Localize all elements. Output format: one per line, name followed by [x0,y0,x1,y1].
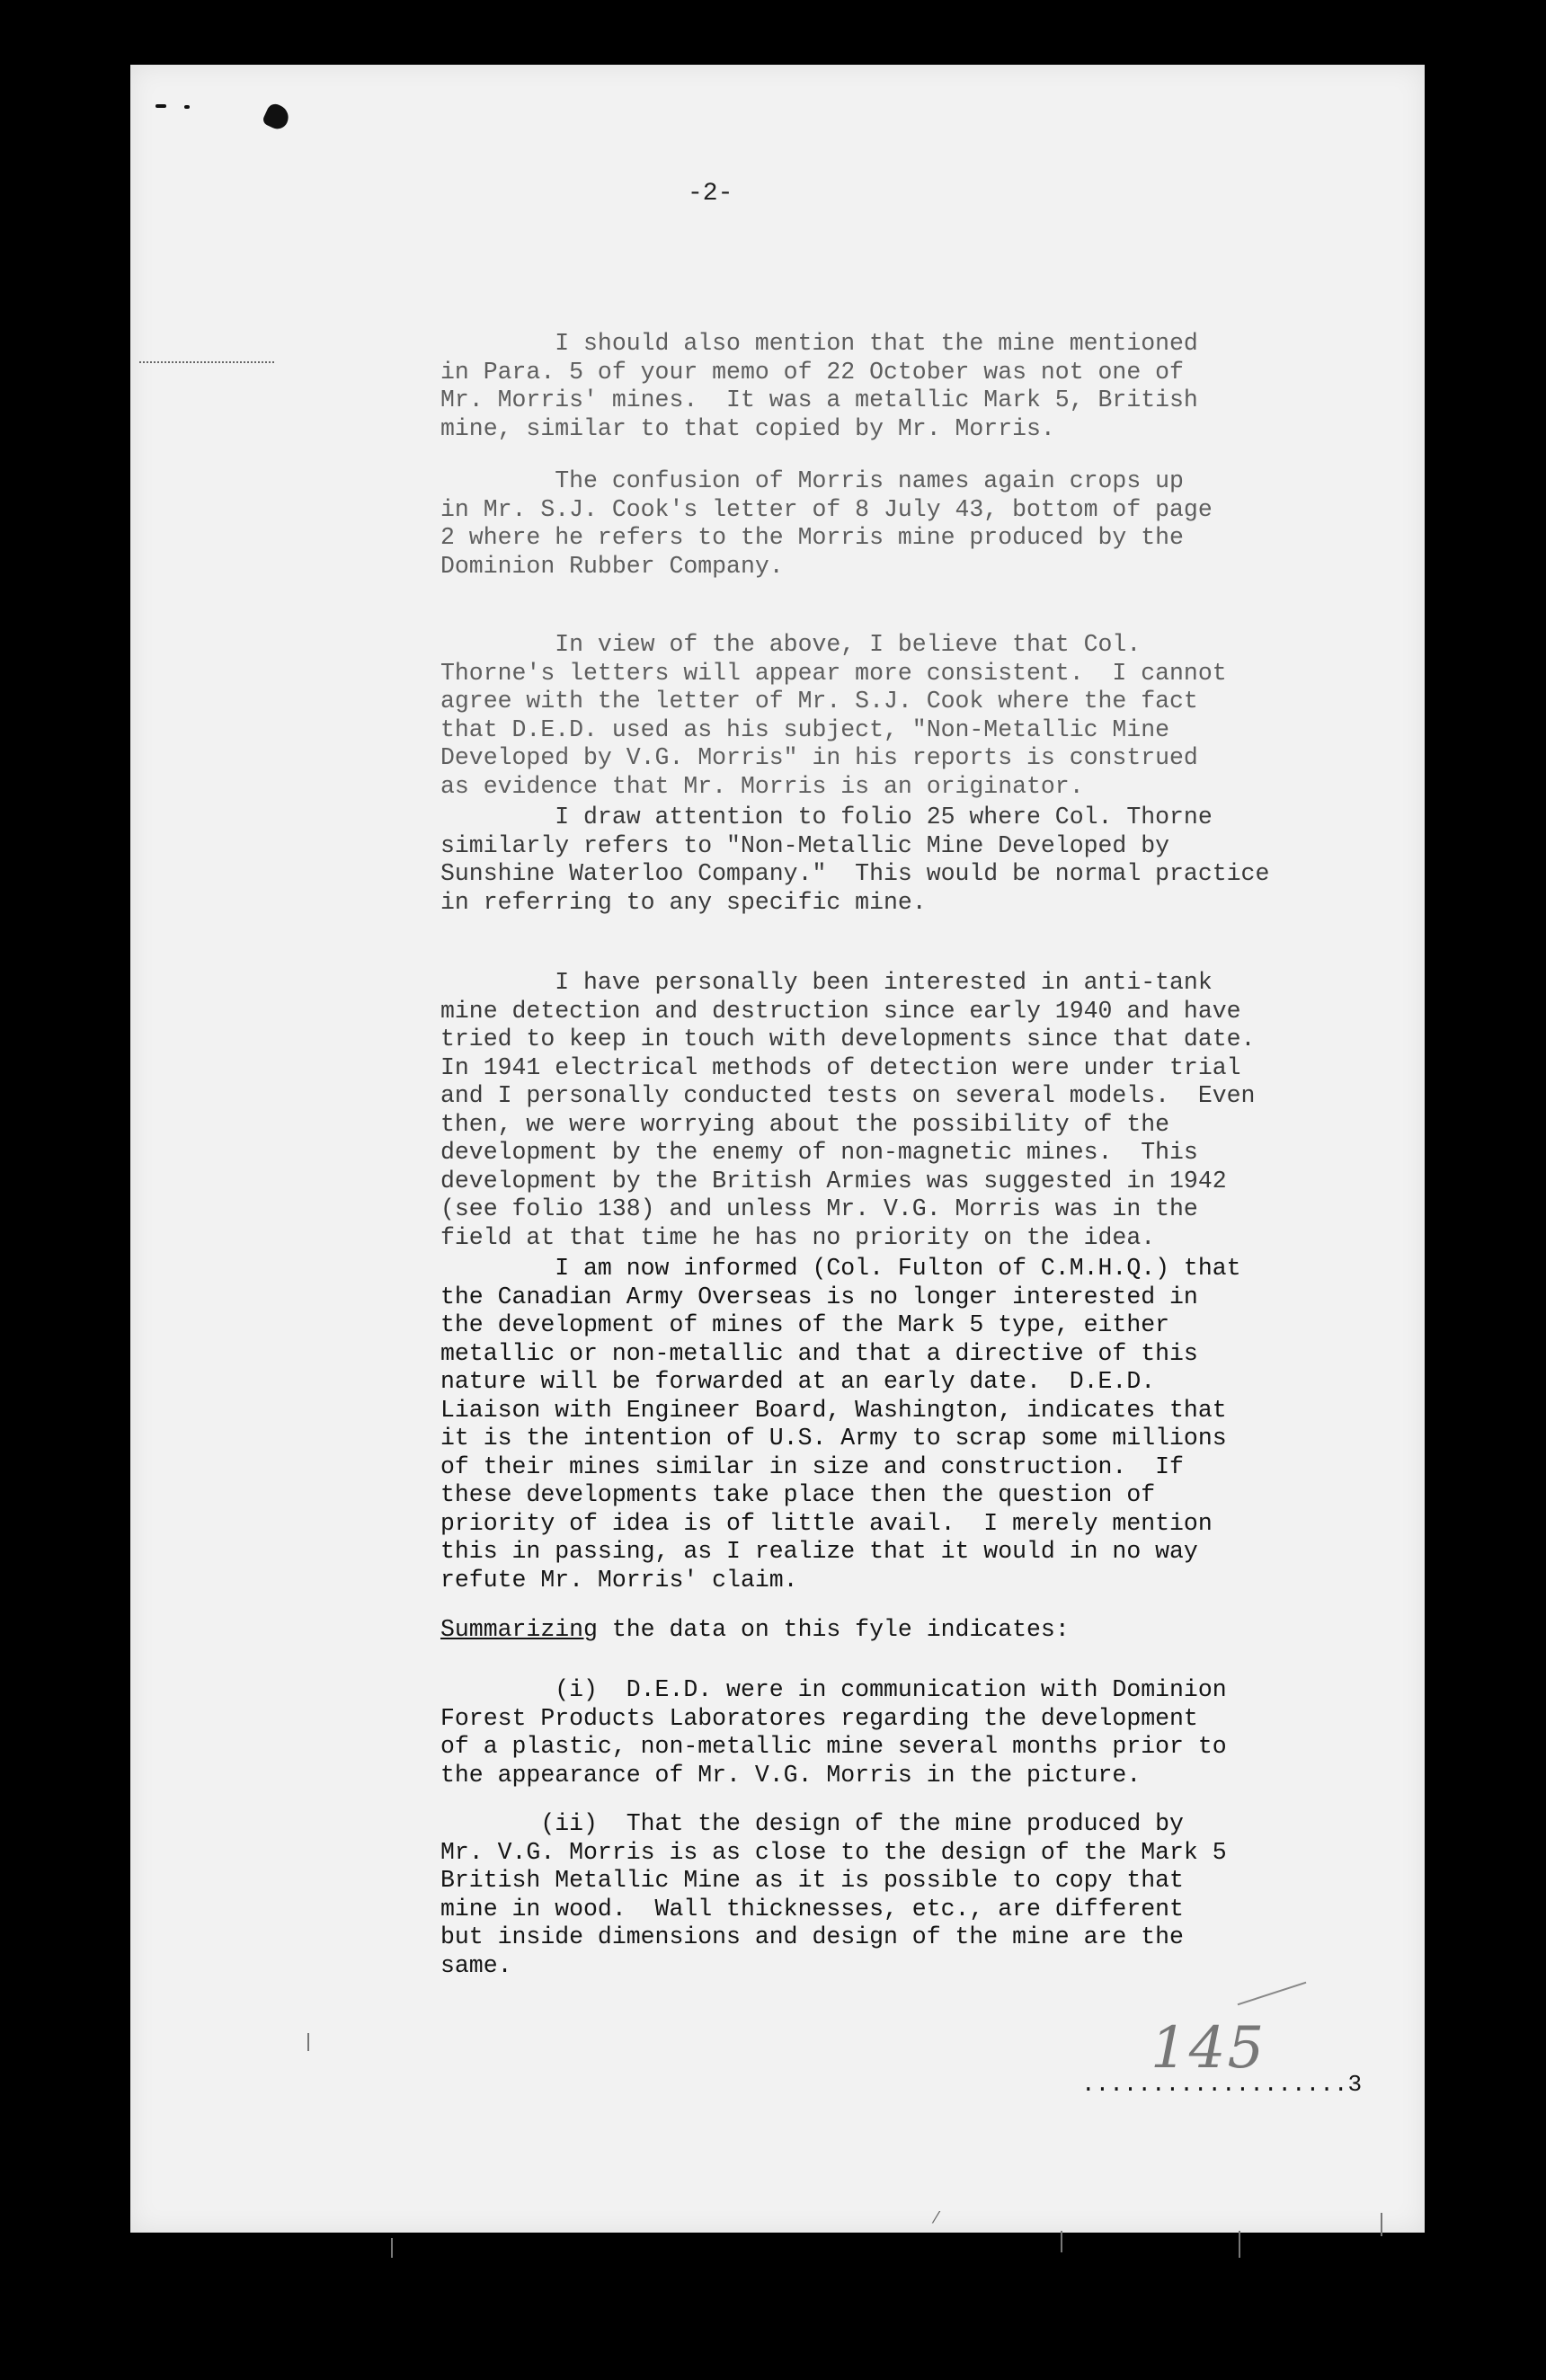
document-page [130,65,1425,2233]
margin-dotted-line [139,361,274,363]
paper-mark [1239,2231,1240,2258]
paper-mark [307,2033,309,2051]
ink-mark [155,104,166,108]
summary-heading: Summarizing [440,1616,598,1643]
paper-mark [1381,2213,1382,2236]
handwritten-folio-number: 145 [1151,2015,1266,2082]
summary-point-ii: (ii) That the design of the mine produced by Mr. V.G. Morris is as close to the design of the Mark 5 British Metallic Mine as it is possible to copy that mine in wood. Wall thicknesses, etc., are different but inside dimensions and design of the mine are the same. [440,1810,1227,1979]
paper-scratch-mark: ⁄ [935,2208,938,2227]
paragraph-summary-intro [440,1616,1483,1645]
handwritten-stroke [1238,1982,1307,2006]
paragraph-mine-mention: I should also mention that the mine mentioned in Para. 5 of your memo of 22 October was not one of Mr. Morris' mines. It was a metallic Mark 5, British mine, similar to that copied by Mr. Morris. [440,330,1198,442]
summary-point-i: (i) D.E.D. were in communication with Dominion Forest Products Laboratores regarding the development of a plastic, non-metallic mine several months prior to the appearance of Mr. V.G. Morris in the picture. [440,1676,1227,1789]
summary-intro-text: the data on this fyle indicates: [597,1616,1070,1643]
paragraph-morris-names-confusion: The confusion of Morris names again crops up in Mr. S.J. Cook's letter of 8 July 43, bottom of page 2 where he refers to the Morris mine produced by the Dominion Rubber Company. [440,467,1213,580]
paragraph-mine-detection-interest: I have personally been interested in anti-tank mine detection and destruction since early 1940 and have tried to keep in touch with developments since that date. In 1941 electrical methods of detection were under trial and I personally conducted tests on several models. Even then, we were worrying about the possibility of the development by the enemy of non-magnetic mines. This development by the British Armies was suggested in 1942 (see folio 138) and unless Mr. V.G. Morris was in the field at that time he has no priority on the idea. [440,969,1256,1251]
paragraph-canadian-army-overseas: I am now informed (Col. Fulton of C.M.H.Q.) that the Canadian Army Overseas is no longer interested in the development of mines of the Mark 5 type, either metallic or non-metallic and that a directive of this nature will be forwarded at an early date. D.E.D. Liaison with Engineer Board, Washington, indicates that it is the intention of U.S. Army to scrap some millions of their mines similar in size and construction. If these developments take place then the question of priority of idea is of little avail. I merely mention this in passing, as I realize that it would in no way refute Mr. Morris' claim. [440,1255,1241,1594]
ink-smudge [262,102,293,133]
ink-mark [184,105,190,109]
paper-mark [391,2238,393,2258]
paper-mark [1061,2231,1062,2252]
page-number: -2- [688,180,733,208]
paragraph-thorne-letters: In view of the above, I believe that Col. Thorne's letters will appear more consistent. I cannot agree with the letter of Mr. S.J. Cook where the fact that D.E.D. used as his subject, "Non-Metallic Mine Developed by V.G. Morris" in his reports is construed as evidence that Mr. Morris is an originator. [440,631,1227,800]
continuation-marker: ...................3 [1081,2071,1363,2098]
paragraph-folio-25: I draw attention to folio 25 where Col. Thorne similarly refers to "Non-Metallic Mine Developed by Sunshine Waterloo Company." This would be normal practice in referring to any specific mine. [440,804,1270,916]
